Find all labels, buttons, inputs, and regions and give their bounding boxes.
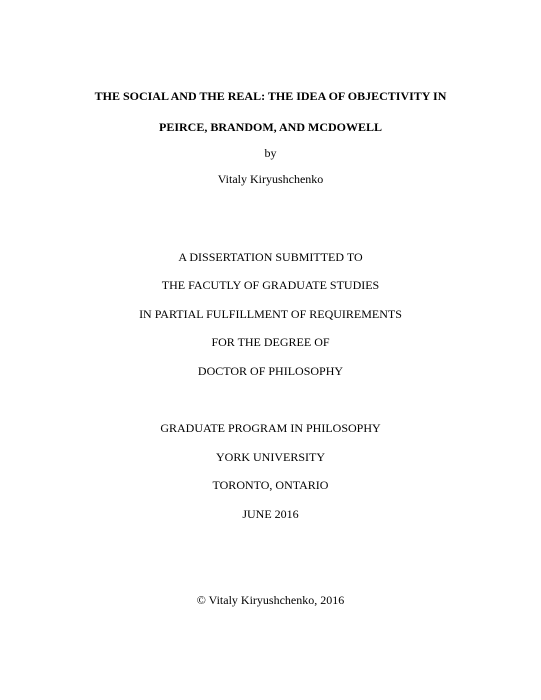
institution-line-3: TORONTO, ONTARIO: [212, 478, 329, 492]
institution-line-1: GRADUATE PROGRAM IN PHILOSOPHY: [160, 421, 381, 435]
submission-line-3: IN PARTIAL FULFILLMENT OF REQUIREMENTS: [139, 307, 402, 321]
submission-line-1: A DISSERTATION SUBMITTED TO: [178, 250, 363, 264]
submission-line-4: FOR THE DEGREE OF: [211, 335, 330, 349]
submission-line-5: DOCTOR OF PHILOSOPHY: [197, 364, 344, 378]
institution-line-4: JUNE 2016: [242, 507, 299, 521]
submission-line-2: THE FACUTLY OF GRADUATE STUDIES: [161, 278, 380, 292]
copyright-notice: © Vitaly Kiryushchenko, 2016: [196, 593, 345, 607]
institution-line-2: YORK UNIVERSITY: [216, 450, 325, 464]
title-line-2: PEIRCE, BRANDOM, AND MCDOWELL: [158, 120, 382, 134]
by-label: by: [264, 146, 277, 160]
title-line-1: THE SOCIAL AND THE REAL: THE IDEA OF OBJECTIVITY IN: [94, 89, 447, 103]
author-name: Vitaly Kiryushchenko: [217, 172, 324, 186]
